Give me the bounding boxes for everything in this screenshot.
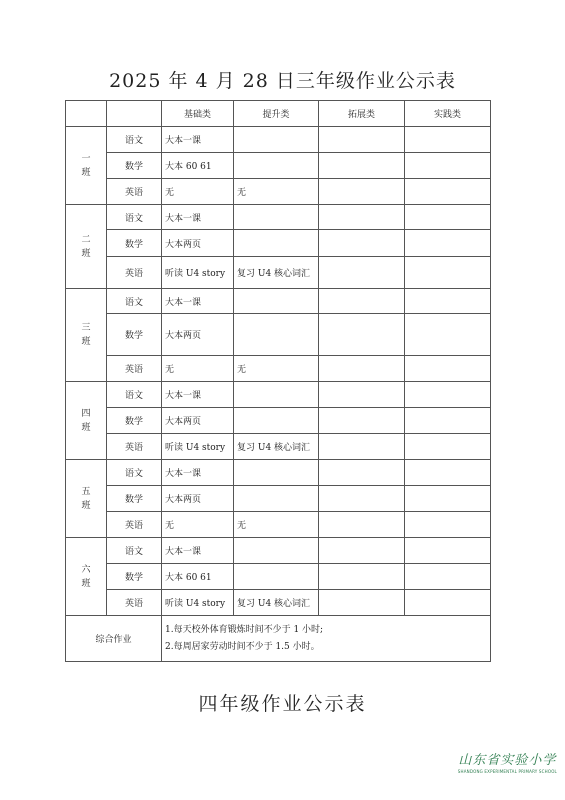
extend-cell <box>319 205 405 230</box>
subject-cell: 数学 <box>107 564 162 590</box>
improve-cell: 复习 U4 核心词汇 <box>234 590 319 616</box>
practice-cell <box>405 127 491 153</box>
subject-cell: 数学 <box>107 153 162 179</box>
homework-table <box>65 100 491 662</box>
practice-cell <box>405 356 491 382</box>
improve-cell <box>234 538 319 564</box>
class-suffix: 班 <box>81 500 91 511</box>
practice-cell <box>405 257 491 289</box>
extend-cell <box>319 230 405 257</box>
basic-cell: 无 <box>162 179 234 205</box>
practice-cell <box>405 314 491 356</box>
subject-cell: 英语 <box>107 257 162 289</box>
extend-cell <box>319 408 405 434</box>
extend-cell <box>319 127 405 153</box>
basic-cell: 大本一课 <box>162 289 234 314</box>
class-name <box>66 538 107 616</box>
table-header-row <box>66 101 491 127</box>
improve-cell: 复习 U4 核心词汇 <box>234 434 319 460</box>
basic-cell: 大本 60 61 <box>162 564 234 590</box>
table-row <box>66 179 491 205</box>
practice-cell <box>405 590 491 616</box>
improve-cell <box>234 382 319 408</box>
class-suffix: 班 <box>81 167 91 178</box>
table-row <box>66 127 491 153</box>
summary-line: 1.每天校外体育锻炼时间不少于 1 小时; <box>165 624 324 635</box>
table-row <box>66 460 491 486</box>
summary-line: 2.每周居家劳动时间不少于 1.5 小时。 <box>165 641 320 652</box>
logo-chinese: 山东省实验小学 <box>458 753 557 768</box>
subject-cell: 语文 <box>107 205 162 230</box>
table-body <box>66 127 491 662</box>
summary-label: 综合作业 <box>66 616 162 662</box>
class-number: 五 <box>81 486 91 497</box>
subject-cell: 语文 <box>107 127 162 153</box>
header-blank <box>107 101 162 127</box>
basic-cell: 大本两页 <box>162 486 234 512</box>
class-name <box>66 460 107 538</box>
improve-cell <box>234 230 319 257</box>
practice-cell <box>405 512 491 538</box>
practice-cell <box>405 434 491 460</box>
basic-cell: 大本一课 <box>162 382 234 408</box>
improve-cell <box>234 205 319 230</box>
basic-cell: 大本一课 <box>162 460 234 486</box>
class-number: 三 <box>81 323 91 333</box>
improve-cell <box>234 127 319 153</box>
class-suffix: 班 <box>81 422 91 433</box>
subject-cell: 语文 <box>107 538 162 564</box>
table-row <box>66 257 491 289</box>
practice-cell <box>405 408 491 434</box>
practice-cell <box>405 460 491 486</box>
extend-cell <box>319 590 405 616</box>
practice-cell <box>405 230 491 257</box>
table-row <box>66 486 491 512</box>
basic-cell: 大本两页 <box>162 314 234 356</box>
basic-cell: 大本一课 <box>162 205 234 230</box>
basic-cell: 听读 U4 story <box>162 590 234 616</box>
extend-cell <box>319 179 405 205</box>
class-name <box>66 382 107 460</box>
table-row <box>66 153 491 179</box>
subject-cell: 语文 <box>107 460 162 486</box>
practice-cell <box>405 382 491 408</box>
subject-cell: 数学 <box>107 486 162 512</box>
table-row <box>66 314 491 356</box>
table-row <box>66 356 491 382</box>
extend-cell <box>319 382 405 408</box>
extend-cell <box>319 538 405 564</box>
table-row <box>66 590 491 616</box>
improve-cell: 复习 U4 核心词汇 <box>234 257 319 289</box>
improve-cell: 无 <box>234 356 319 382</box>
header-extend: 拓展类 <box>319 101 405 127</box>
class-name <box>66 127 107 205</box>
practice-cell <box>405 153 491 179</box>
subject-cell: 英语 <box>107 434 162 460</box>
class-name <box>66 205 107 289</box>
improve-cell: 无 <box>234 512 319 538</box>
improve-cell <box>234 289 319 314</box>
basic-cell: 大本一课 <box>162 127 234 153</box>
subject-cell: 英语 <box>107 179 162 205</box>
table-row <box>66 230 491 257</box>
extend-cell <box>319 356 405 382</box>
basic-cell: 无 <box>162 512 234 538</box>
basic-cell: 听读 U4 story <box>162 257 234 289</box>
subject-cell: 英语 <box>107 590 162 616</box>
header-practice: 实践类 <box>405 101 491 127</box>
practice-cell <box>405 538 491 564</box>
improve-cell <box>234 314 319 356</box>
improve-cell <box>234 153 319 179</box>
class-number: 二 <box>81 234 91 245</box>
extend-cell <box>319 434 405 460</box>
improve-cell <box>234 486 319 512</box>
basic-cell: 听读 U4 story <box>162 434 234 460</box>
class-number: 四 <box>81 408 91 419</box>
logo-english: SHANDONG EXPERIMENTAL PRIMARY SCHOOL <box>457 769 557 774</box>
practice-cell <box>405 205 491 230</box>
table-row <box>66 382 491 408</box>
summary-row <box>66 616 491 662</box>
improve-cell <box>234 564 319 590</box>
subject-cell: 数学 <box>107 314 162 356</box>
header-basic: 基础类 <box>162 101 234 127</box>
extend-cell <box>319 460 405 486</box>
subject-cell: 英语 <box>107 512 162 538</box>
subject-cell: 语文 <box>107 382 162 408</box>
practice-cell <box>405 486 491 512</box>
class-suffix: 班 <box>81 248 91 259</box>
extend-cell <box>319 512 405 538</box>
table-row <box>66 512 491 538</box>
class-name <box>66 289 107 382</box>
practice-cell <box>405 179 491 205</box>
improve-cell: 无 <box>234 179 319 205</box>
extend-cell <box>319 289 405 314</box>
basic-cell: 无 <box>162 356 234 382</box>
page-title: 2025 年 4 月 28 日三年级作业公示表 <box>109 70 456 92</box>
extend-cell <box>319 153 405 179</box>
header-blank <box>66 101 107 127</box>
basic-cell: 大本两页 <box>162 408 234 434</box>
table-row <box>66 434 491 460</box>
subject-cell: 数学 <box>107 408 162 434</box>
class-number: 六 <box>81 564 91 575</box>
next-table-title: 四年级作业公示表 <box>198 693 367 715</box>
table-row <box>66 564 491 590</box>
school-logo <box>458 749 557 774</box>
table-row <box>66 408 491 434</box>
improve-cell <box>234 460 319 486</box>
summary-content <box>162 616 491 662</box>
class-number: 一 <box>81 153 91 164</box>
basic-cell: 大本一课 <box>162 538 234 564</box>
basic-cell: 大本两页 <box>162 230 234 257</box>
class-suffix: 班 <box>81 578 91 589</box>
extend-cell <box>319 486 405 512</box>
improve-cell <box>234 408 319 434</box>
subject-cell: 英语 <box>107 356 162 382</box>
table-row <box>66 538 491 564</box>
header-improve: 提升类 <box>234 101 319 127</box>
extend-cell <box>319 257 405 289</box>
table-row <box>66 289 491 314</box>
basic-cell: 大本 60 61 <box>162 153 234 179</box>
extend-cell <box>319 564 405 590</box>
subject-cell: 语文 <box>107 289 162 314</box>
subject-cell: 数学 <box>107 230 162 257</box>
practice-cell <box>405 289 491 314</box>
extend-cell <box>319 314 405 356</box>
table-row <box>66 205 491 230</box>
practice-cell <box>405 564 491 590</box>
class-suffix: 班 <box>81 337 91 347</box>
